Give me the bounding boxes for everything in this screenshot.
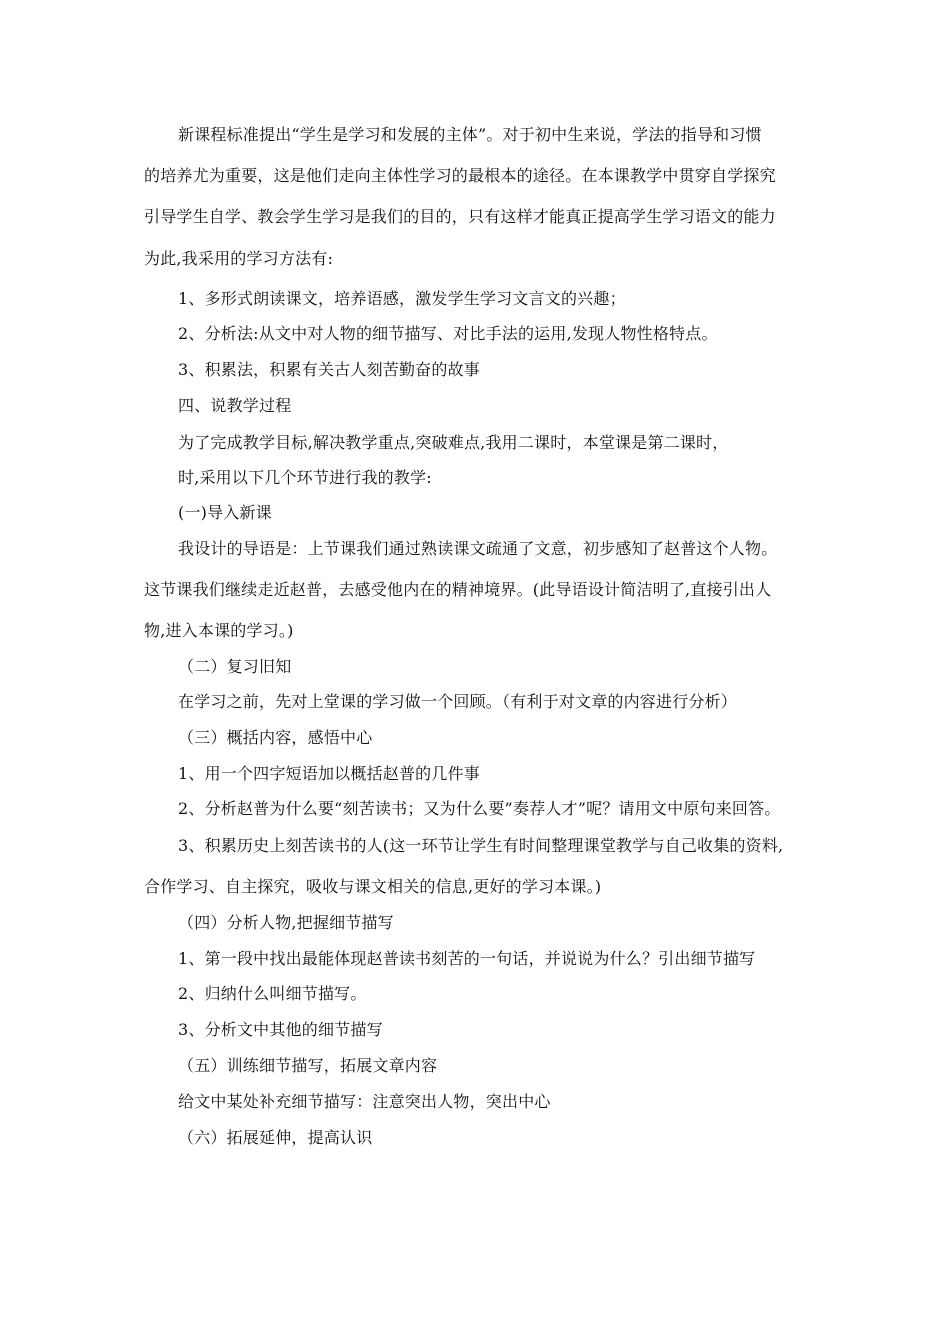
paragraph-line: 合作学习、自主探究，吸收与课文相关的信息,更好的学习本课。): [144, 877, 602, 896]
section-heading: 四、说教学过程: [178, 396, 292, 415]
list-item: 3、积累历史上刻苦读书的人(这一环节让学生有时间整理课堂教学与自己收集的资料,: [178, 836, 784, 855]
subsection-heading: （五）训练细节描写，拓展文章内容: [178, 1056, 438, 1075]
list-item: 3、积累法，积累有关古人刻苦勤奋的故事: [178, 360, 480, 379]
subsection-heading: （四）分析人物,把握细节描写: [178, 913, 394, 932]
subsection-heading: (一)导入新课: [178, 503, 272, 522]
list-item: 2、归纳什么叫细节描写。: [178, 984, 367, 1003]
list-item: 2、分析赵普为什么要“刻苦读书；又为什么要”奏荐人才”呢？请用文中原句来回答。: [178, 799, 781, 818]
subsection-heading: （二）复习旧知: [178, 657, 292, 676]
subsection-heading: （三）概括内容，感悟中心: [178, 728, 373, 747]
paragraph-line: 为此,我采用的学习方法有:: [144, 249, 334, 268]
list-item: 1、第一段中找出最能体现赵普读书刻苦的一句话，并说说为什么？引出细节描写: [178, 949, 756, 968]
paragraph-line: 给文中某处补充细节描写：注意突出人物，突出中心: [178, 1092, 551, 1111]
paragraph-line: 为了完成教学目标,解决教学重点,突破难点,我用二课时，本堂课是第二课时，: [178, 433, 729, 452]
list-item: 1、用一个四字短语加以概括赵普的几件事: [178, 764, 480, 783]
paragraph-line: 引导学生自学、教会学生学习是我们的目的，只有这样才能真正提高学生学习语文的能力: [144, 207, 776, 226]
list-item: 1、多形式朗读课文，培养语感，激发学生学习文言文的兴趣；: [178, 289, 626, 308]
paragraph-line: 的培养尤为重要，这是他们走向主体性学习的最根本的途径。在本课教学中贯穿自学探究: [144, 166, 776, 185]
paragraph-line: 在学习之前，先对上堂课的学习做一个回顾。（有利于对文章的内容进行分析）: [178, 692, 738, 711]
subsection-heading: （六）拓展延伸，提高认识: [178, 1128, 373, 1147]
paragraph-line: 时,采用以下几个环节进行我的教学:: [178, 468, 432, 487]
paragraph-line: 物,进入本课的学习。): [144, 621, 294, 640]
list-item: 3、分析文中其他的细节描写: [178, 1020, 383, 1039]
paragraph-line: 这节课我们继续走近赵普，去感受他内在的精神境界。(此导语设计简洁明了,直接引出人: [144, 580, 772, 599]
list-item: 2、分析法:从文中对人物的细节描写、对比手法的运用,发现人物性格特点。: [178, 324, 718, 343]
paragraph-line: 我设计的导语是：上节课我们通过熟读课文疏通了文意，初步感知了赵普这个人物。: [178, 539, 778, 558]
paragraph-line: 新课程标准提出“学生是学习和发展的主体”。对于初中生来说，学法的指导和习惯: [178, 125, 762, 144]
